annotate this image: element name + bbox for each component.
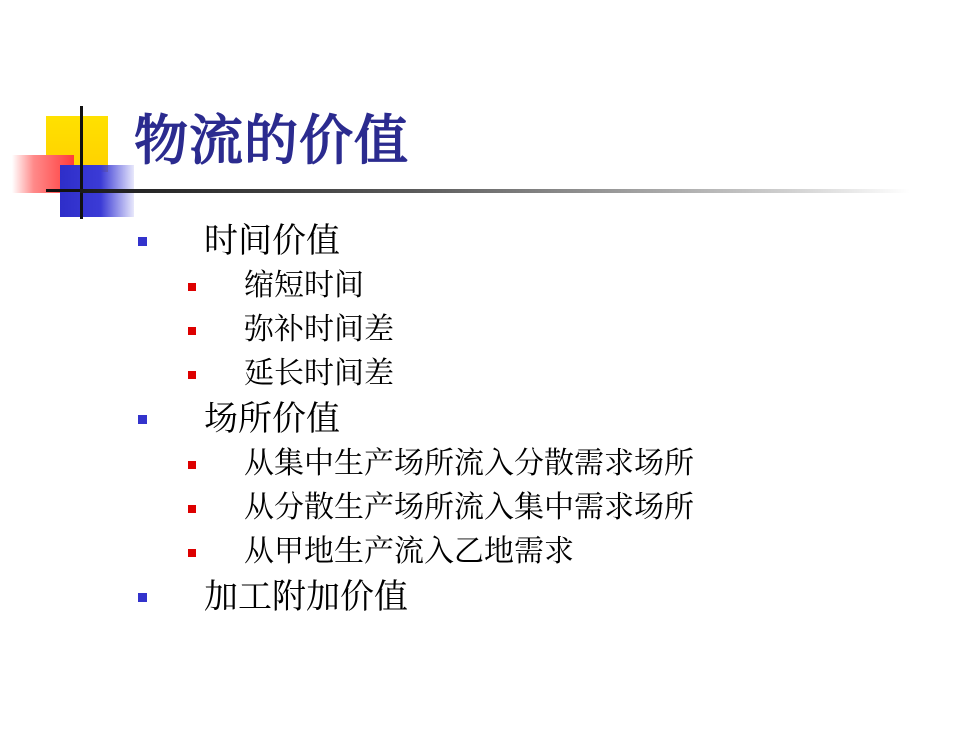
square-bullet-icon — [188, 283, 196, 291]
bullet-text: 延长时间差 — [244, 356, 394, 391]
bullet-item-level2 — [0, 442, 980, 486]
bullet-item-level1 — [0, 218, 980, 264]
square-bullet-icon — [188, 549, 196, 557]
square-bullet-icon — [188, 461, 196, 469]
square-bullet-icon — [138, 237, 147, 246]
bullet-item-level2 — [0, 308, 980, 352]
bullet-text: 场所价值 — [204, 399, 340, 439]
bullet-text: 缩短时间 — [244, 268, 364, 303]
bullet-list — [0, 218, 980, 620]
bullet-item-level1 — [0, 396, 980, 442]
bullet-text: 从集中生产场所流入分散需求场所 — [244, 446, 694, 481]
bullet-item-level2 — [0, 264, 980, 308]
bullet-item-level2 — [0, 530, 980, 574]
square-bullet-icon — [188, 327, 196, 335]
bullet-item-level2 — [0, 352, 980, 396]
slide-title: 物流的价值 — [134, 108, 409, 172]
bullet-text: 弥补时间差 — [244, 312, 394, 347]
square-bullet-icon — [138, 593, 147, 602]
decoration-vertical-line — [80, 106, 83, 219]
square-bullet-icon — [188, 505, 196, 513]
bullet-text: 加工附加价值 — [204, 577, 408, 617]
bullet-text: 从甲地生产流入乙地需求 — [244, 534, 574, 569]
bullet-item-level1 — [0, 574, 980, 620]
corner-decoration — [0, 0, 140, 230]
bullet-text: 时间价值 — [204, 221, 340, 261]
square-bullet-icon — [188, 371, 196, 379]
bullet-text: 从分散生产场所流入集中需求场所 — [244, 490, 694, 525]
square-bullet-icon — [138, 415, 147, 424]
bullet-item-level2 — [0, 486, 980, 530]
title-underline-rule — [80, 189, 910, 193]
